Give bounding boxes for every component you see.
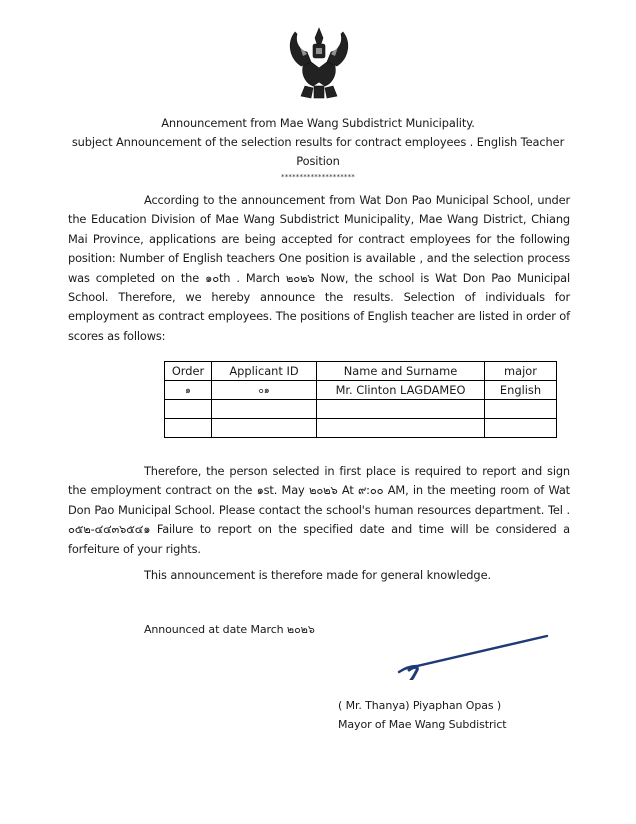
closing-statement: This announcement is therefore made for general knowledge.	[144, 568, 491, 582]
signatory-title: Mayor of Mae Wang Subdistrict	[338, 718, 507, 731]
cell-major: English	[485, 381, 557, 400]
paragraph-text: According to the announcement from Wat Don Pao Municipal School, under the Education Division of Mae Wang Subdistrict Municipality, Mae Wang District, Chiang Mai Province, applications are being accepted for contract employees for the following position: Number of English teachers One position is available , and the selection process was completed on the ๑๐th . March ๒๐๒๖ Now, the school is Wat Don Pao Municipal School. Therefore, we hereby announce the results. Selection of individuals for employment as contract employees. The positions of English teacher are listed in order of scores as follows:	[68, 193, 570, 343]
cell-order	[165, 419, 212, 438]
cell-order	[165, 400, 212, 419]
garuda-emblem-icon	[283, 24, 355, 102]
handwritten-signature-icon	[395, 630, 550, 680]
subject-line-continued: Position	[296, 154, 340, 168]
instructions-paragraph	[68, 462, 570, 559]
announcement-paragraph	[68, 191, 570, 346]
cell-name	[317, 419, 485, 438]
announcement-title: Announcement from Mae Wang Subdistrict Municipality.	[161, 116, 475, 130]
cell-name	[317, 400, 485, 419]
column-header-name: Name and Surname	[317, 362, 485, 381]
column-header-applicant-id: Applicant ID	[212, 362, 317, 381]
subject-line: subject Announcement of the selection results for contract employees . English Teacher	[71, 135, 565, 149]
cell-applicant-id	[212, 400, 317, 419]
table-header-row	[165, 362, 557, 381]
signatory-name: ( Mr. Thanya) Piyaphan Opas )	[338, 699, 502, 712]
column-header-order: Order	[165, 362, 212, 381]
cell-order: ๑	[165, 381, 212, 400]
cell-applicant-id	[212, 419, 317, 438]
results-table	[164, 361, 557, 438]
column-header-major: major	[485, 362, 557, 381]
paragraph-text: Therefore, the person selected in first place is required to report and sign the employment contract on the ๑st. May ๒๐๒๖ At ๙:๐๐ AM, in the meeting room of Wat Don Pao Municipal School. Please contact the school's human resources department. Tel . ๐๕๒-๔๔๓๖๕๔๑ Failure to report on the specified date and time will be considered a forfeiture of your rights.	[68, 464, 570, 556]
cell-major	[485, 400, 557, 419]
table-row	[165, 419, 557, 438]
cell-applicant-id: ๐๑	[212, 381, 317, 400]
table-row	[165, 381, 557, 400]
cell-name: Mr. Clinton LAGDAMEO	[317, 381, 485, 400]
cell-major	[485, 419, 557, 438]
table-row	[165, 400, 557, 419]
separator: ********************	[281, 173, 355, 181]
announced-date: Announced at date March ๒๐๒๖	[144, 623, 315, 636]
